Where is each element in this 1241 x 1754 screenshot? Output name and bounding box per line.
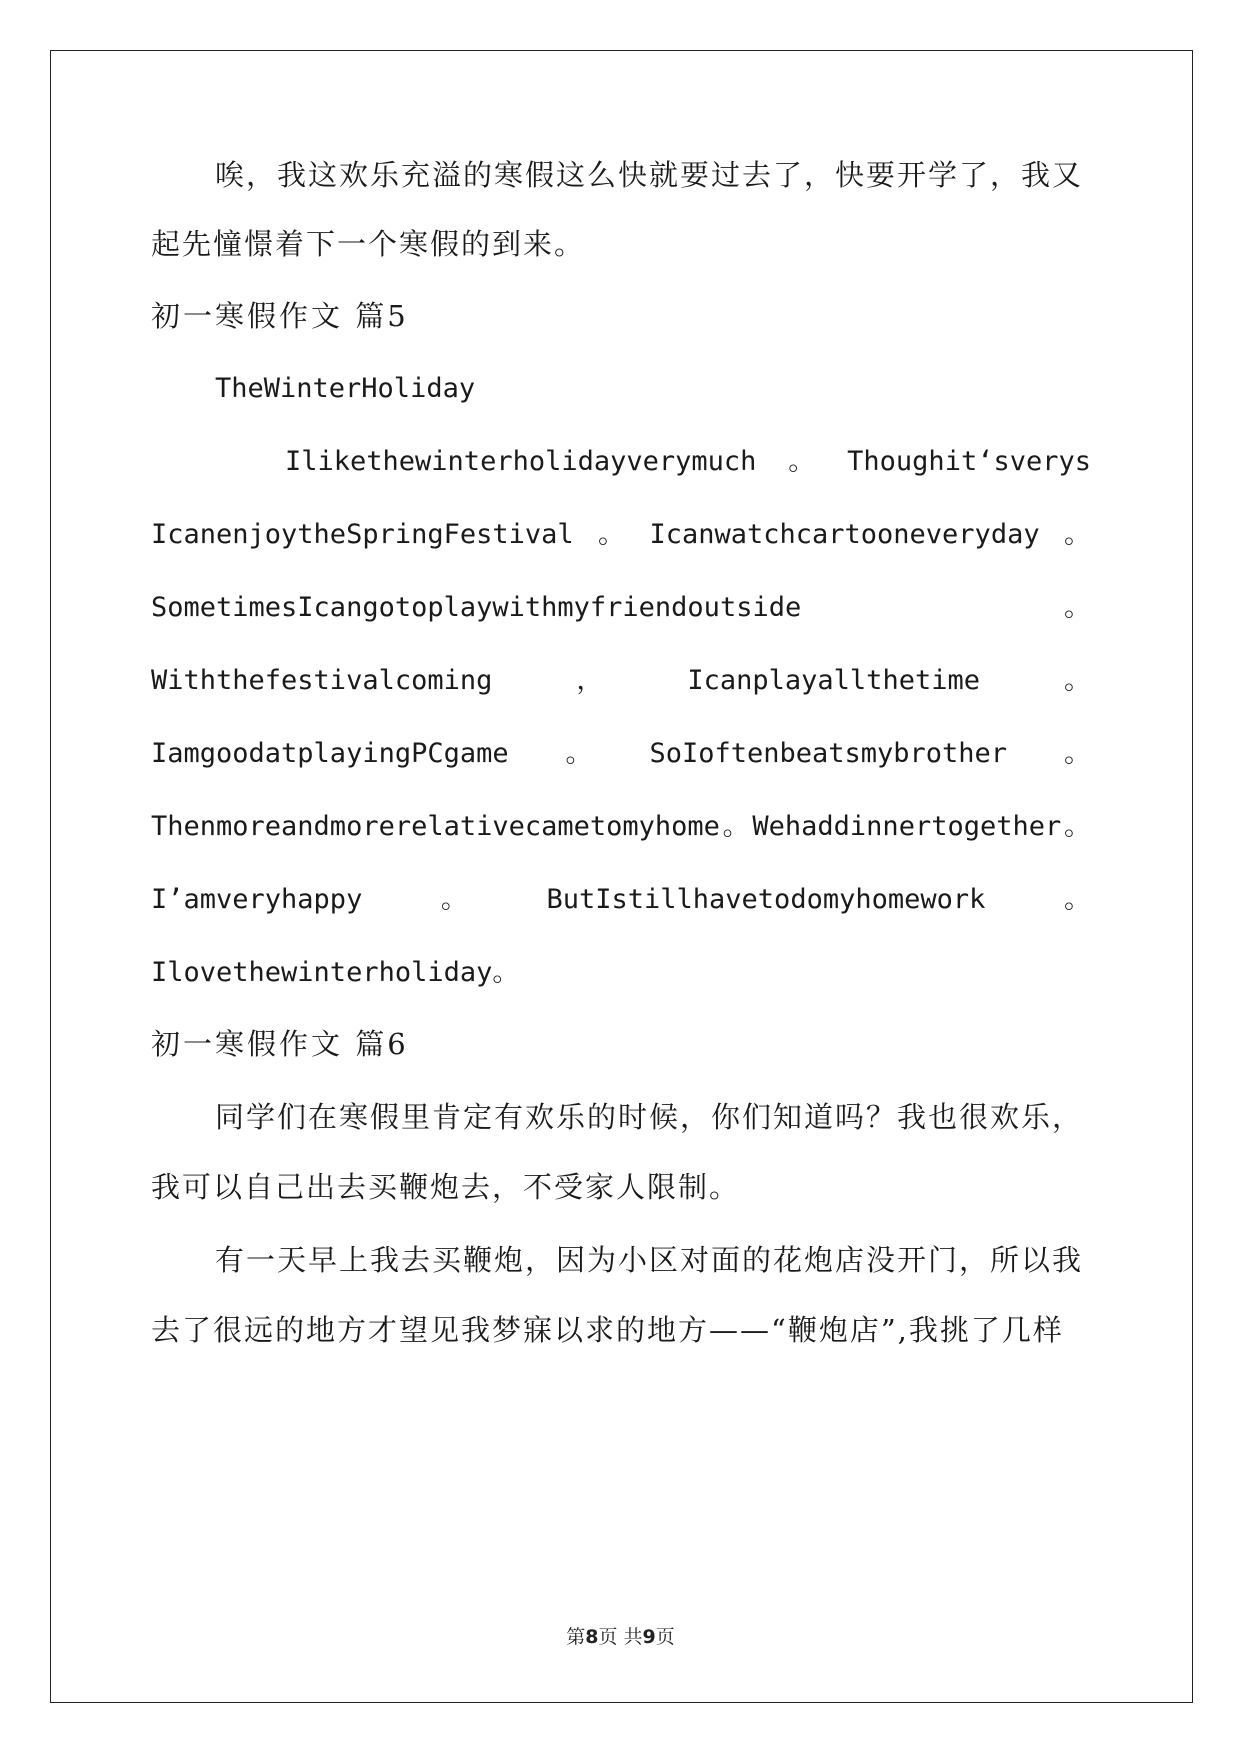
english-text: Thoughit‘sverys <box>847 446 1091 477</box>
english-text: Ilikethewinterholidayverymuch <box>285 446 757 477</box>
english-punct: 。 <box>1063 738 1091 769</box>
english-line-4 <box>151 661 1091 701</box>
english-text: Icanplayallthetime <box>687 665 980 696</box>
paragraph-line: 唉，我这欢乐充溢的寒假这么快就要过去了，快要开学了，我又 <box>215 158 1084 192</box>
english-punct: 。 <box>1063 811 1091 842</box>
section-heading-5: 初一寒假作文 篇5 <box>151 299 409 333</box>
page-footer <box>0 1622 1241 1649</box>
english-line-1 <box>285 442 1091 482</box>
english-punct: 。 <box>1063 665 1091 696</box>
english-line-7 <box>151 880 1091 920</box>
english-punct: 。 <box>1064 519 1091 550</box>
english-text: Thenmoreandmorerelativecametomyhome <box>151 811 720 842</box>
english-punct: 。 <box>565 738 593 769</box>
english-punct: ， <box>576 665 604 696</box>
current-page-number: 8 <box>585 1626 599 1648</box>
paragraph-line: 起先憧憬着下一个寒假的到来。 <box>151 227 586 261</box>
english-text: Icanwatchcartooneveryday <box>649 519 1040 550</box>
english-title: TheWinterHoliday <box>215 373 476 404</box>
english-punct: 。 <box>440 884 468 915</box>
section-heading-6: 初一寒假作文 篇6 <box>151 1027 409 1061</box>
english-punct: 。 <box>1064 592 1091 623</box>
footer-suffix: 页 <box>655 1626 675 1648</box>
english-text: I’amveryhappy <box>151 884 363 915</box>
english-line-8: Ilovethewinterholiday。 <box>151 957 520 988</box>
english-text: Withthefestivalcoming <box>151 665 493 696</box>
footer-prefix: 第 <box>566 1626 586 1648</box>
english-text: SoIoftenbeatsmybrother <box>649 738 1008 769</box>
english-punct: 。 <box>722 811 750 842</box>
paragraph-line: 我可以自己出去买鞭炮去，不受家人限制。 <box>151 1170 741 1204</box>
english-text: IcanenjoytheSpringFestival <box>151 519 574 550</box>
english-text: IamgoodatplayingPCgame <box>151 738 509 769</box>
english-line-6 <box>151 807 1091 847</box>
english-punct: 。 <box>1063 884 1091 915</box>
english-line-5 <box>151 734 1091 774</box>
paragraph-line: 同学们在寒假里肯定有欢乐的时候，你们知道吗？我也很欢乐， <box>215 1100 1084 1134</box>
english-text: Wehaddinnertogether <box>752 811 1062 842</box>
english-line-3 <box>151 588 1091 628</box>
english-punct: 。 <box>788 446 816 477</box>
english-text: ButIstillhavetodomyhomework <box>546 884 986 915</box>
footer-mid: 页 共 <box>598 1626 643 1648</box>
english-line-2 <box>151 515 1091 555</box>
paragraph-line: 有一天早上我去买鞭炮，因为小区对面的花炮店没开门，所以我 <box>215 1243 1084 1277</box>
total-page-number: 9 <box>642 1626 656 1648</box>
paragraph-line: 去了很远的地方才望见我梦寐以求的地方——“鞭炮店”,我挑了几样 <box>151 1313 1064 1347</box>
english-text: SometimesIcangotoplaywithmyfriendoutside <box>151 592 802 623</box>
english-punct: 。 <box>598 519 626 550</box>
